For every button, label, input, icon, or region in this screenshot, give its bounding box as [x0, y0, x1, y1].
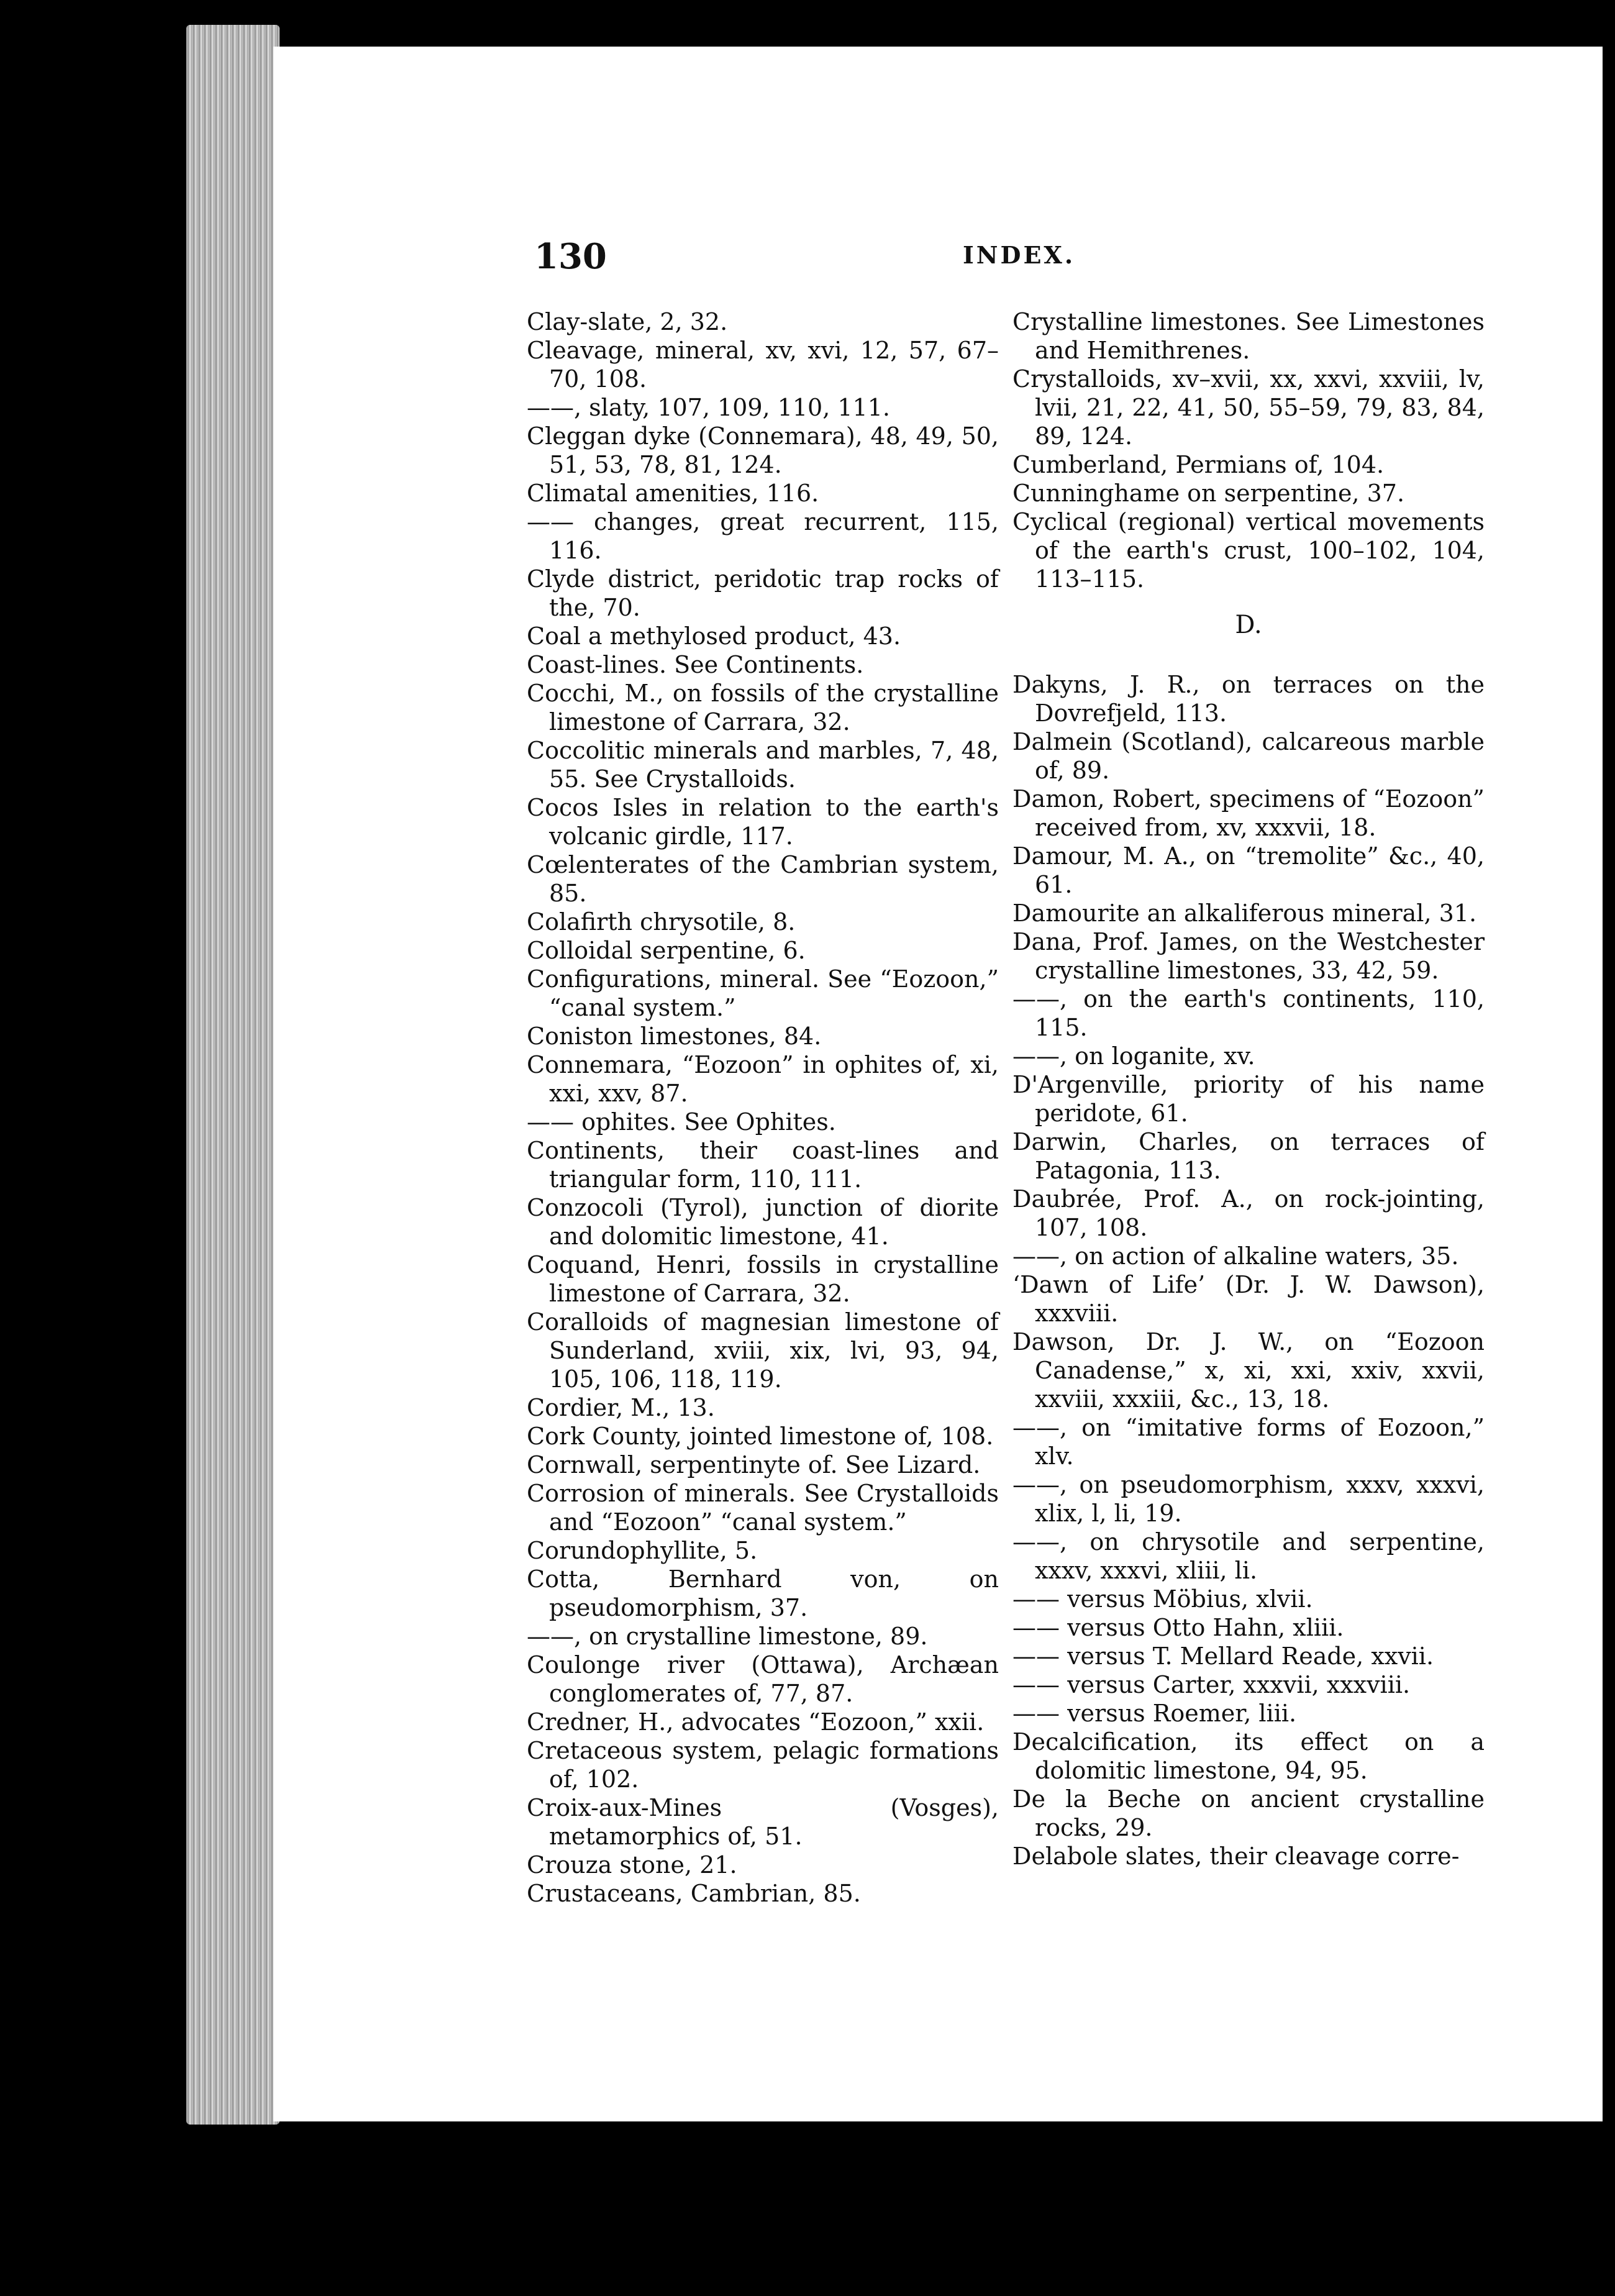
index-entry: D'Argenville, priority of his name peridote, 61.: [1012, 1071, 1485, 1127]
index-entry: —— versus T. Mellard Reade, xxvii.: [1012, 1642, 1434, 1670]
index-entry: Dalmein (Scotland), calcareous marble of, 89.: [1012, 728, 1485, 784]
page-header: [534, 236, 1528, 286]
index-entry: Corrosion of minerals. See Crystalloids and “Eozoon” “canal system.”: [527, 1480, 999, 1536]
index-entry: Coccolitic minerals and marbles, 7, 48, 55. See Crystalloids.: [527, 737, 999, 793]
index-entry: Cocos Isles in relation to the earth's volcanic girdle, 117.: [527, 794, 999, 850]
page-number: 130: [534, 236, 607, 277]
index-entry: Clyde district, peridotic trap rocks of the, 70.: [527, 565, 999, 621]
index-entry: Decalcification, its effect on a dolomitic limestone, 94, 95.: [1012, 1728, 1485, 1784]
index-entry: —— changes, great recurrent, 115, 116.: [527, 508, 999, 564]
index-entry: Cork County, jointed limestone of, 108.: [527, 1423, 994, 1450]
index-entry: ——, on loganite, xv.: [1012, 1042, 1255, 1070]
index-entry: Coniston limestones, 84.: [527, 1023, 822, 1050]
index-entry: Daubrée, Prof. A., on rock-jointing, 107, 108.: [1012, 1185, 1485, 1241]
index-entries-d: [1012, 670, 1485, 1870]
index-entry: Climatal amenities, 116.: [527, 480, 819, 507]
index-entry: Dana, Prof. James, on the Westchester crystalline limestones, 33, 42, 59.: [1012, 928, 1485, 984]
index-entry: ——, on crystalline limestone, 89.: [527, 1623, 928, 1650]
running-head: INDEX.: [963, 241, 1076, 269]
index-entry: Cordier, M., 13.: [527, 1394, 715, 1421]
index-entry: Configurations, mineral. See “Eozoon,” “canal system.”: [527, 965, 999, 1021]
index-column-left: [527, 308, 999, 1908]
index-entry: Cumberland, Permians of, 104.: [1012, 451, 1385, 478]
index-entry: Credner, H., advocates “Eozoon,” xxii.: [527, 1708, 985, 1736]
index-entry: Coralloids of magnesian limestone of Sunderland, xviii, xix, lvi, 93, 94, 105, 106, 118, 119.: [527, 1308, 999, 1393]
index-entry: ——, on pseudomorphism, xxxv, xxxvi, xlix, l, li, 19.: [1012, 1471, 1485, 1527]
index-entry: De la Beche on ancient crystalline rocks, 29.: [1012, 1785, 1485, 1841]
index-entry: Cretaceous system, pelagic formations of, 102.: [527, 1737, 999, 1793]
index-entry: Dakyns, J. R., on terraces on the Dovrefjeld, 113.: [1012, 671, 1485, 727]
index-entry: Colafirth chrysotile, 8.: [527, 908, 796, 936]
index-entry: Cleavage, mineral, xv, xvi, 12, 57, 67–70, 108.: [527, 337, 999, 393]
index-entry: —— versus Roemer, liii.: [1012, 1700, 1297, 1727]
book-page-edges: [186, 25, 280, 2125]
index-entry: Cœlenterates of the Cambrian system, 85.: [527, 851, 999, 907]
index-entry: Cotta, Bernhard von, on pseudomorphism, 37.: [527, 1565, 999, 1621]
index-entry: Coast-lines. See Continents.: [527, 651, 864, 678]
index-entry: Connemara, “Eozoon” in ophites of, xi, xxi, xxv, 87.: [527, 1051, 999, 1107]
index-entry: ——, slaty, 107, 109, 110, 111.: [527, 394, 890, 421]
index-entry: —— versus Otto Hahn, xliii.: [1012, 1614, 1344, 1641]
index-entry: Coal a methylosed product, 43.: [527, 622, 901, 650]
index-entry: Cornwall, serpentinyte of. See Lizard.: [527, 1451, 981, 1478]
index-entry: —— ophites. See Ophites.: [527, 1108, 836, 1136]
index-entry: Croix-aux-Mines (Vosges), metamorphics of, 51.: [527, 1794, 999, 1850]
index-entry: Damon, Robert, specimens of “Eozoon” received from, xv, xxxvii, 18.: [1012, 785, 1485, 841]
index-entry: Crustaceans, Cambrian, 85.: [527, 1880, 861, 1907]
index-entry: Crouza stone, 21.: [527, 1851, 737, 1879]
index-entry: Continents, their coast-lines and triangular form, 110, 111.: [527, 1137, 999, 1193]
index-entry: Clay-slate, 2, 32.: [527, 308, 728, 335]
index-entry: Conzocoli (Tyrol), junction of diorite and dolomitic limestone, 41.: [527, 1194, 999, 1250]
index-entry: Corundophyllite, 5.: [527, 1537, 758, 1564]
section-letter-heading: D.: [1235, 611, 1262, 639]
index-entry: ——, on the earth's continents, 110, 115.: [1012, 985, 1485, 1041]
index-entry: ‘Dawn of Life’ (Dr. J. W. Dawson), xxxviii.: [1012, 1271, 1485, 1327]
index-entries-c-continued: [1012, 308, 1485, 593]
index-entry: ——, on chrysotile and serpentine, xxxv, xxxvi, xliii, li.: [1012, 1528, 1485, 1584]
index-entry: Coulonge river (Ottawa), Archæan conglomerates of, 77, 87.: [527, 1651, 999, 1707]
index-entry: Cocchi, M., on fossils of the crystalline limestone of Carrara, 32.: [527, 680, 999, 736]
index-entry: ——, on action of alkaline waters, 35.: [1012, 1242, 1459, 1270]
index-entry: Cunninghame on serpentine, 37.: [1012, 480, 1405, 507]
index-entry: —— versus Möbius, xlvii.: [1012, 1585, 1313, 1613]
index-entry: Coquand, Henri, fossils in crystalline limestone of Carrara, 32.: [527, 1251, 999, 1307]
index-entry: Cyclical (regional) vertical movements of the earth's crust, 100–102, 104, 113–115.: [1012, 508, 1485, 593]
index-entry: Dawson, Dr. J. W., on “Eozoon Canadense,” x, xi, xxi, xxiv, xxvii, xxviii, xxxiii, &c., 13, 18.: [1012, 1328, 1485, 1413]
index-entry: —— versus Carter, xxxvii, xxxviii.: [1012, 1671, 1411, 1698]
index-entry: Cleggan dyke (Connemara), 48, 49, 50, 51, 53, 78, 81, 124.: [527, 422, 999, 478]
index-entry: Crystalloids, xv–xvii, xx, xxvi, xxviii, lv, lvii, 21, 22, 41, 50, 55–59, 79, 83, 84, 89, 124.: [1012, 365, 1485, 450]
index-entry: Darwin, Charles, on terraces of Patagonia, 113.: [1012, 1128, 1485, 1184]
index-entry: Colloidal serpentine, 6.: [527, 937, 806, 964]
index-entry: Damour, M. A., on “tremolite” &c., 40, 61.: [1012, 842, 1485, 898]
index-entry: ——, on “imitative forms of Eozoon,” xlv.: [1012, 1414, 1485, 1470]
index-entry: Damourite an alkaliferous mineral, 31.: [1012, 900, 1477, 927]
index-entry: Crystalline limestones. See Limestones and Hemithrenes.: [1012, 308, 1485, 364]
index-entry: Delabole slates, their cleavage corre-: [1012, 1843, 1460, 1870]
index-column-right: [1012, 308, 1485, 1870]
